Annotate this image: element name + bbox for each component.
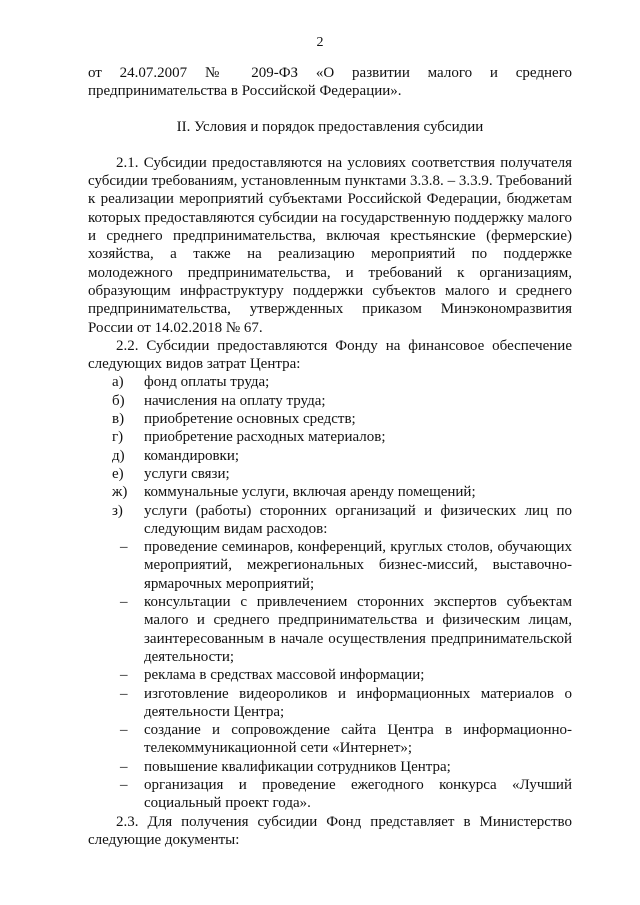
list-item <box>88 373 572 391</box>
page-number: 2 <box>316 35 324 50</box>
list-item-text: услуги связи; <box>144 465 230 482</box>
dash-marker: – <box>120 758 128 775</box>
list-item-label: в) <box>112 411 125 428</box>
dash-marker: – <box>120 539 128 556</box>
list-item-text: приобретение основных средств; <box>144 411 356 428</box>
dash-marker: – <box>120 685 128 702</box>
paragraph-2-2: 2.2. Субсидии предоставляются Фонду на финансовое обеспечение следующих видов затрат Центра: <box>88 337 572 373</box>
list-item <box>88 428 572 446</box>
list-item <box>88 465 572 483</box>
document-body <box>88 64 572 849</box>
paragraph-2-3: 2.3. Для получения субсидии Фонд представляет в Министерство следующие документы: <box>88 813 572 848</box>
sublist-item-text: повышение квалификации сотрудников Центра; <box>144 758 451 775</box>
services-sublist <box>88 538 572 812</box>
list-item-label: ж) <box>112 484 128 501</box>
sublist-item-text: создание и сопровождение сайта Центра в информационно-телекоммуникационной сети «Интернет»; <box>144 722 572 757</box>
expense-list <box>88 373 572 538</box>
list-item <box>88 392 572 410</box>
list-item <box>88 410 572 428</box>
sublist-item <box>88 538 572 593</box>
intro-line-2: предпринимательства в Российской Федерации». <box>88 83 402 100</box>
list-item-text: приобретение расходных материалов; <box>144 429 386 446</box>
sublist-item <box>88 758 572 776</box>
dash-marker: – <box>120 594 128 611</box>
dash-marker: – <box>120 667 128 684</box>
list-item-label: з) <box>112 502 123 519</box>
list-item-label: г) <box>112 429 124 446</box>
sublist-item-text: изготовление видеороликов и информационных материалов о деятельности Центра; <box>144 685 572 720</box>
dash-marker: – <box>120 776 128 793</box>
dash-marker: – <box>120 722 128 739</box>
sublist-item-text: реклама в средствах массовой информации; <box>144 667 425 684</box>
sublist-item-text: консультации с привлечением сторонних экспертов субъектам малого и среднего предпринимательства и физическим лицам, заинтересованным в начале осуществления предпринимательской деятельности; <box>144 594 572 665</box>
sublist-item <box>88 721 572 758</box>
paragraph-2-1: 2.1. Субсидии предоставляются на условиях соответствия получателя субсидии требованиям, установленным пунктами 3.3.8. – 3.3.9. Требований к реализации мероприятий субъектами Российской Федерации, бюджетам которых предоставляются субсидии на государственную поддержку малого и среднего предпринимательства, включая крестьянские (фермерские) хозяйства, а также на реализацию мероприятий по поддержке молодежного предпринимательства, и требований к организациям, образующим инфраструктуру поддержки субъектов малого и среднего предпринимательства, утвержденных приказом Минэкономразвития России от 14.02.2018 № 67. <box>88 154 572 336</box>
list-item-text: коммунальные услуги, включая аренду помещений; <box>144 484 476 501</box>
section-heading: II. Условия и порядок предоставления субсидии <box>176 118 484 135</box>
list-item-label: б) <box>112 392 125 409</box>
sublist-item <box>88 685 572 722</box>
sublist-item-text: организация и проведение ежегодного конкурса «Лучший социальный проект года». <box>144 776 572 812</box>
list-item-text: командировки; <box>144 447 240 464</box>
list-item-label: е) <box>112 465 124 482</box>
list-item-label: а) <box>112 374 124 391</box>
list-item-text: услуги (работы) сторонних организаций и физических лиц по следующим видам расходов: <box>144 502 572 537</box>
list-item-label: д) <box>112 447 125 464</box>
sublist-item <box>88 666 572 684</box>
list-item <box>88 447 572 465</box>
intro-line-1: от 24.07.2007 № 209-ФЗ «О развитии малого и среднего <box>88 65 572 81</box>
list-item <box>88 483 572 501</box>
list-item-text: фонд оплаты труда; <box>144 374 270 391</box>
list-item-text: начисления на оплату труда; <box>144 392 326 409</box>
sublist-item <box>88 593 572 666</box>
sublist-item <box>88 776 572 813</box>
list-item <box>88 502 572 539</box>
sublist-item-text: проведение семинаров, конференций, круглых столов, обучающих мероприятий, межрегиональных бизнес-миссий, выставочно-ярмарочных мероприятий; <box>144 539 572 592</box>
